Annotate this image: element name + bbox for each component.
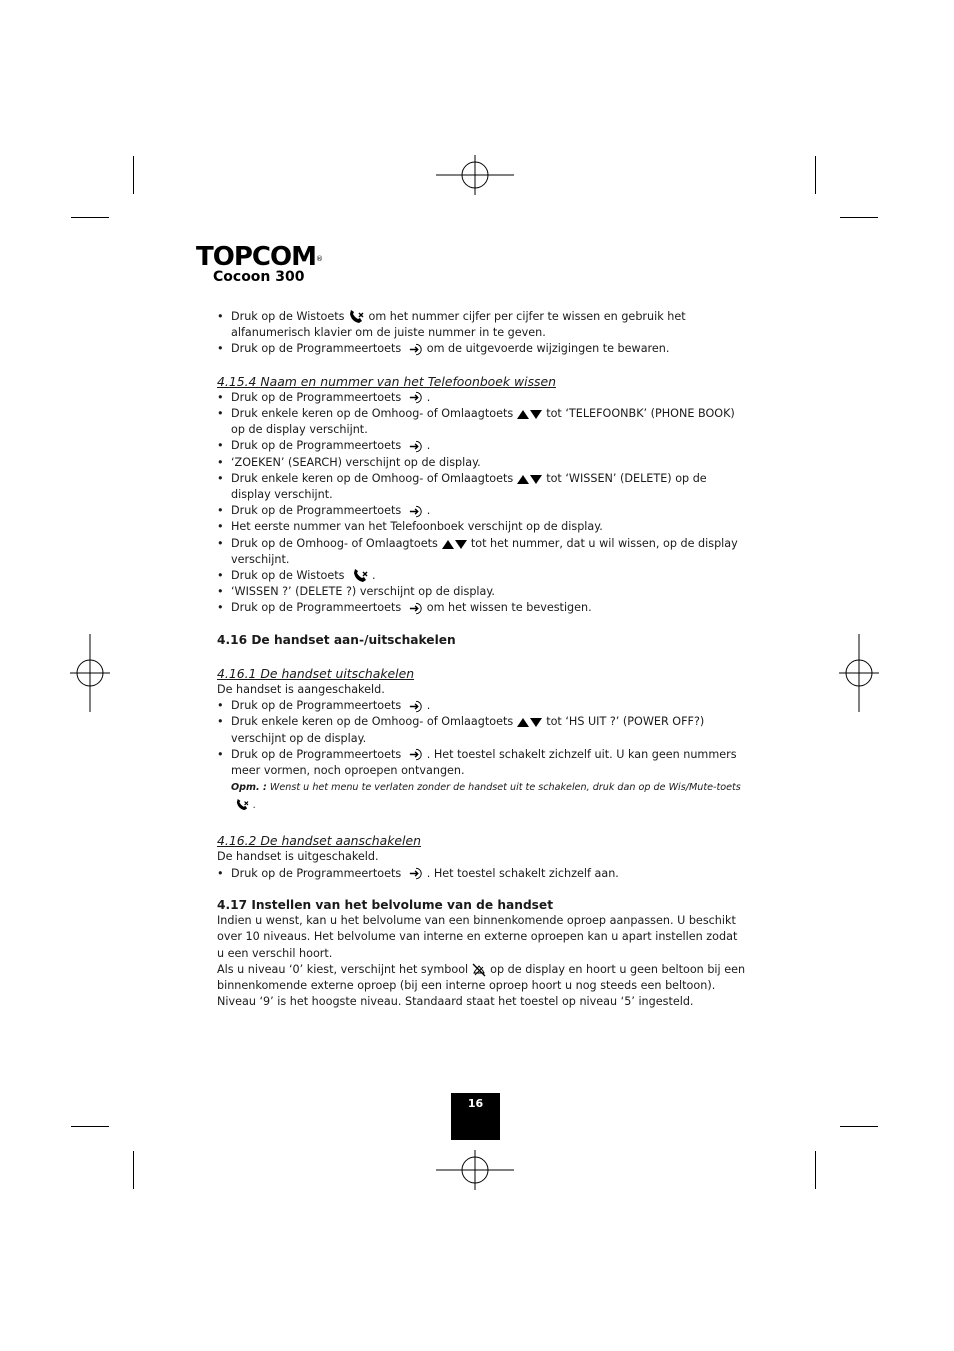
registration-mark-left [70,634,110,712]
model-name: Cocoon 300 [213,269,305,285]
up-down-arrow-icon [517,716,542,728]
section-heading-4-16: 4.16 De handset aan-/uitschakelen [217,632,456,647]
program-key-icon [409,601,423,616]
list-item: • Druk op de Programmeertoets . [217,438,747,454]
list-item: • ‘WISSEN ?’ (DELETE ?) verschijnt op de display. [217,584,747,600]
registration-mark-top [436,155,514,195]
clear-key-icon [352,569,368,583]
list-item: • Druk op de Programmeertoets . Het toestel schakelt zichzelf aan. [217,866,747,882]
list-item: • Druk op de Programmeertoets . [217,390,747,406]
up-down-arrow-icon [517,408,542,420]
paragraph: De handset is aangeschakeld. [217,683,385,697]
section-heading-4-16-2: 4.16.2 De handset aanschakelen [217,833,421,849]
paragraph: Als u niveau ‘0’ kiest, verschijnt het symbool op de display en hoort u geen beltoon bij een binnenkomende externe oproep (bij een interne oproep hoort u nog steeds een beltoon). Niveau ‘9’ is het hoogste niveau. Standaard staat het toestel op niveau ‘5’ ingesteld. [217,962,746,1009]
crop-mark [133,1151,134,1189]
crop-mark [133,156,134,194]
program-key-icon [409,342,423,357]
section-heading-4-17: 4.17 Instellen van het belvolume van de handset [217,897,554,912]
program-key-icon [409,390,423,405]
program-key-icon [409,699,423,714]
intro-list [217,309,747,358]
program-key-icon [409,747,423,762]
list-item: • Druk enkele keren op de Omhoog- of Omlaagtoets tot ‘TELEFOONBK’ (PHONE BOOK) op de display verschijnt. [217,406,747,438]
list-item: • Druk op de Omhoog- of Omlaagtoets tot het nummer, dat u wil wissen, op de display verschijnt. [217,536,747,568]
up-down-arrow-icon [442,538,467,550]
page-number: 16 [451,1093,500,1140]
list-item: • Druk op de Programmeertoets om het wissen te bevestigen. [217,600,747,616]
list-4-16-2 [217,866,747,882]
list-item: • Druk op de Programmeertoets . [217,698,747,714]
program-key-icon [409,439,423,454]
clear-key-icon [348,310,364,324]
note: Opm. : Wenst u het menu te verlaten zonder de handset uit te schakelen, druk dan op de Wis/Mute-toets . [231,782,741,812]
section-heading-4-16-1: 4.16.1 De handset uitschakelen [217,665,415,681]
crop-mark [815,1151,816,1189]
crop-mark [71,217,109,218]
paragraph: Indien u wenst, kan u het belvolume van een binnenkomende oproep aanpassen. U beschikt over 10 niveaus. Het belvolume van interne en externe oproepen kan u apart instellen zodat u een verschil hoort. [217,914,738,960]
ringer-off-icon [472,963,486,977]
list-item: • Druk enkele keren op de Omhoog- of Omlaagtoets tot ‘WISSEN’ (DELETE) op de display verschijnt. [217,471,747,503]
program-key-icon [409,504,423,519]
list-4-16-1 [217,698,747,815]
program-key-icon [409,866,423,881]
clear-mute-key-icon [235,799,249,811]
list-4-15-4 [217,390,747,617]
crop-mark [815,156,816,194]
list-item: • Druk op de Programmeertoets . Het toestel schakelt zichzelf uit. U kan geen nummers meer vormen, noch oproepen ontvangen. Opm. : Wenst u het menu te verlaten zonder de handset uit te schakelen, druk dan op de Wis/Mute-toets . [217,747,747,815]
topcom-logo: TOPCOM® [196,242,322,272]
crop-mark [840,1126,878,1127]
list-item: • ‘ZOEKEN’ (SEARCH) verschijnt op de display. [217,455,747,471]
list-item: • Het eerste nummer van het Telefoonboek verschijnt op de display. [217,519,747,535]
up-down-arrow-icon [517,473,542,485]
list-item: • Druk op de Wistoets . [217,568,747,584]
list-item: • Druk op de Programmeertoets om de uitgevoerde wijzigingen te bewaren. [217,341,747,357]
list-item: • Druk op de Programmeertoets . [217,503,747,519]
list-item: • Druk op de Wistoets om het nummer cijfer per cijfer te wissen en gebruik het alfanumerisch klavier om de juiste nummer in te geven. [217,309,747,341]
page-content [217,309,747,1010]
registration-mark-right [839,634,879,712]
paragraph: De handset is uitgeschakeld. [217,850,379,864]
section-heading-4-15-4: 4.15.4 Naam en nummer van het Telefoonboek wissen [217,373,556,389]
crop-mark [71,1126,109,1127]
registration-mark-bottom [436,1150,514,1190]
list-item: • Druk enkele keren op de Omhoog- of Omlaagtoets tot ‘HS UIT ?’ (POWER OFF?) verschijnt op de display. [217,714,747,746]
crop-mark [840,217,878,218]
